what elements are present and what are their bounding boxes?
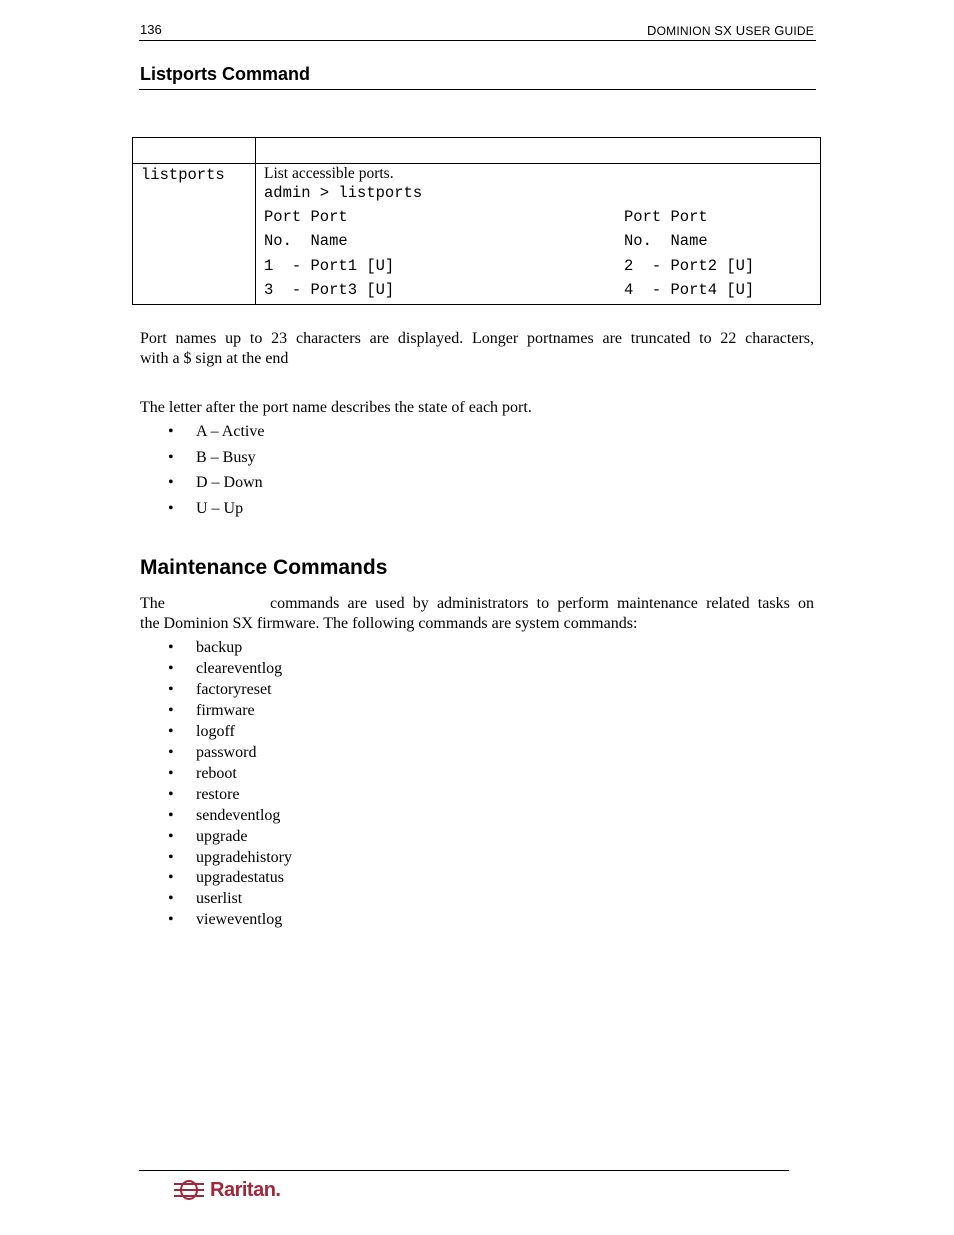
document-title-part: SER <box>745 24 775 38</box>
output-line: No. Name <box>264 232 348 250</box>
list-item-text: B – Busy <box>196 448 256 466</box>
command-name-cell <box>133 164 256 305</box>
bullet-icon: • <box>168 448 174 466</box>
list-item-text: firmware <box>196 701 255 719</box>
output-line: 1 - Port1 [U] <box>264 257 395 275</box>
list-item-text: cleareventlog <box>196 659 283 677</box>
raritan-logo <box>172 1180 280 1202</box>
bullet-icon: • <box>168 827 174 845</box>
truncation-note <box>140 329 814 369</box>
raritan-logo-icon <box>172 1180 206 1200</box>
list-item-text: factoryreset <box>196 680 272 698</box>
bullet-icon: • <box>168 474 174 492</box>
bullet-icon: • <box>168 806 174 824</box>
output-line: 2 - Port2 [U] <box>624 257 755 275</box>
list-item-text: upgradestatus <box>196 869 284 887</box>
bullet-icon: • <box>168 785 174 803</box>
page-number: 136 <box>140 22 162 37</box>
document-title-part: UIDE <box>784 24 814 38</box>
list-item-text: D – Down <box>196 474 263 492</box>
table-header-row <box>133 138 821 164</box>
list-item-text: restore <box>196 785 240 803</box>
list-item-text: U – Up <box>196 500 244 518</box>
command-description-cell <box>256 164 821 305</box>
output-line: 4 - Port4 [U] <box>624 281 755 299</box>
list-item-text: vieweventlog <box>196 911 283 929</box>
list-item-text: sendeventlog <box>196 806 281 824</box>
bullet-icon: • <box>168 869 174 887</box>
truncation-note-line1: Port names up to 23 characters are displayed. Longer portnames are truncated to 22 characters, <box>140 330 814 347</box>
list-item-text: backup <box>196 639 243 656</box>
maintenance-intro <box>140 594 814 634</box>
command-name: listports <box>141 166 225 184</box>
list-item-text: userlist <box>196 890 243 908</box>
bullet-icon: • <box>168 848 174 866</box>
state-intro: The letter after the port name describes the state of each port. <box>140 399 532 416</box>
header-rule <box>139 40 816 41</box>
bullet-icon: • <box>168 423 174 440</box>
footer-rule <box>139 1170 789 1171</box>
output-line: No. Name <box>624 232 708 250</box>
truncation-note-line2: with a $ sign at the end <box>140 350 289 367</box>
document-title <box>647 23 814 38</box>
list-item-text: logoff <box>196 722 235 740</box>
maintenance-title: Maintenance Commands <box>140 556 388 579</box>
maintenance-intro-line2: the Dominion SX firmware. The following commands are system commands: <box>140 615 638 632</box>
output-line: Port Port <box>264 208 348 226</box>
list-item-text: upgradehistory <box>196 848 292 866</box>
bullet-icon: • <box>168 680 174 698</box>
command-description: List accessible ports. <box>264 165 394 182</box>
list-item-text: password <box>196 743 257 761</box>
section-rule <box>139 89 816 90</box>
command-example: admin > listports <box>264 184 423 202</box>
list-item-text: A – Active <box>196 423 265 440</box>
bullet-icon: • <box>168 764 174 782</box>
output-line: Port Port <box>624 208 708 226</box>
table-header-cell-description <box>256 138 821 164</box>
bullet-icon: • <box>168 701 174 719</box>
list-item-text: upgrade <box>196 827 248 845</box>
bullet-icon: • <box>168 639 174 656</box>
maintenance-intro-prefix: The <box>140 595 165 612</box>
bullet-icon: • <box>168 500 174 518</box>
output-line: 3 - Port3 [U] <box>264 281 395 299</box>
document-title-part: OMINION <box>656 24 715 38</box>
bullet-icon: • <box>168 722 174 740</box>
document-title-part: D <box>647 23 657 38</box>
raritan-logo-text: Raritan. <box>210 1179 281 1201</box>
table-row <box>133 164 821 305</box>
bullet-icon: • <box>168 911 174 929</box>
document-title-part: SX U <box>714 23 746 38</box>
bullet-icon: • <box>168 890 174 908</box>
document-title-part: G <box>774 23 785 38</box>
bullet-icon: • <box>168 659 174 677</box>
table-header-cell-command <box>133 138 256 164</box>
command-table <box>132 137 821 305</box>
list-item-text: reboot <box>196 764 237 782</box>
bullet-icon: • <box>168 743 174 761</box>
section-title: Listports Command <box>140 64 311 84</box>
maintenance-intro-line1: commands are used by administrators to perform maintenance related tasks on <box>270 595 814 612</box>
